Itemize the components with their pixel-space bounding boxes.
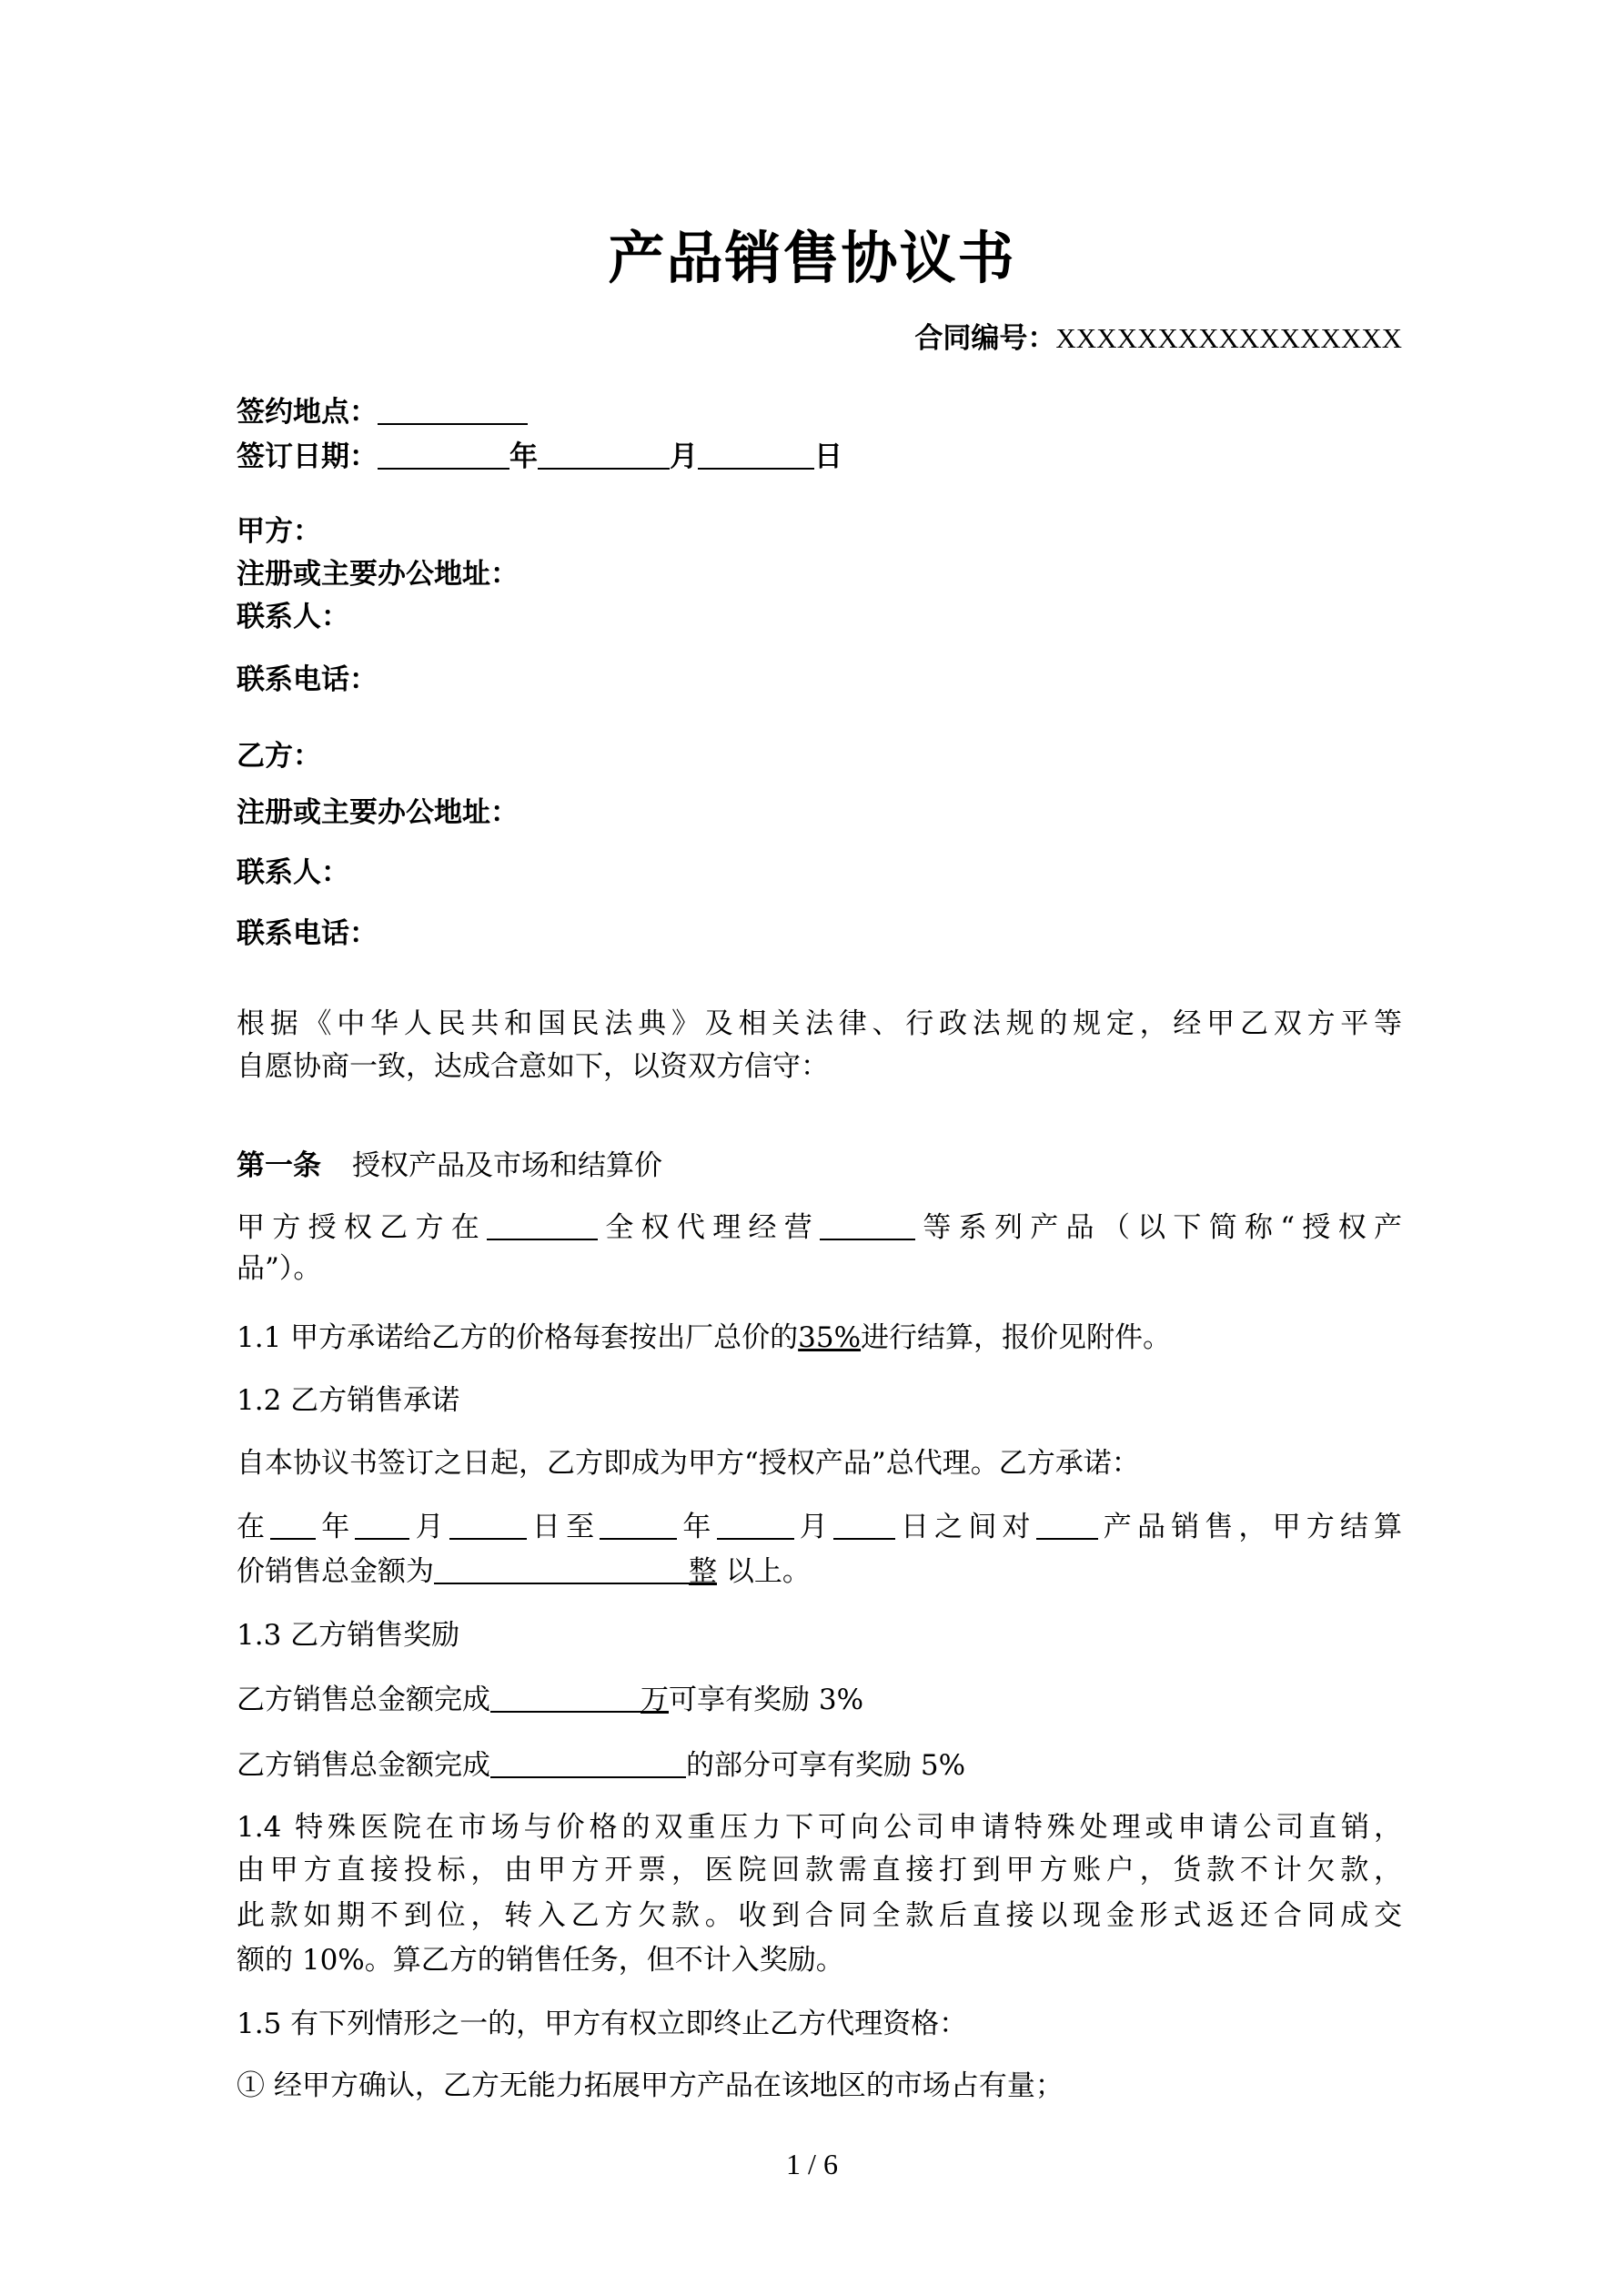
section-1-5: 1.5 有下列情形之一的，甲方有权立即终止乙方代理资格：	[237, 2008, 968, 2040]
blank	[270, 1511, 316, 1540]
party-b-address: 注册或主要办公地址：	[237, 796, 519, 829]
text: 在	[237, 1511, 271, 1543]
text: 产品销售，甲方结算	[1097, 1511, 1403, 1543]
text: 月	[409, 1511, 449, 1543]
blank	[449, 1511, 527, 1540]
document-title: 产品销售协议书	[608, 225, 1016, 291]
settlement-percent: 35%	[798, 1321, 862, 1354]
sales-period-line-2	[237, 1553, 1402, 1590]
article-number: 第一条	[237, 1149, 321, 1182]
text: 日之间对	[894, 1511, 1036, 1543]
text: 乙方销售总金额完成	[237, 1684, 490, 1716]
blank	[600, 1511, 677, 1540]
text: 日至	[526, 1511, 600, 1543]
article-title: 授权产品及市场和结算价	[352, 1149, 662, 1182]
blank	[833, 1511, 895, 1540]
text: 月	[793, 1511, 833, 1543]
preamble-line-2: 自愿协商一致，达成合意如下，以资双方信守：	[237, 1050, 829, 1083]
sign-place	[237, 394, 1402, 430]
text: 整	[689, 1555, 717, 1588]
text: 甲方授权乙方在	[237, 1211, 488, 1244]
section-1-4-line-2: 由甲方直接投标，由甲方开票，医院回款需直接打到甲方账户，货款不计欠款，	[237, 1854, 1402, 1886]
sign-place-blank	[378, 396, 528, 425]
blank	[1036, 1511, 1098, 1540]
year-blank	[378, 440, 509, 470]
amount-blank	[490, 1684, 641, 1713]
party-b-name: 乙方：	[237, 740, 321, 773]
day-label: 日	[814, 440, 842, 473]
month-blank	[538, 440, 670, 470]
text: 年	[677, 1511, 717, 1543]
sign-date-label: 签订日期：	[237, 440, 378, 473]
section-1-4-line-1: 1.4 特殊医院在市场与价格的双重压力下可向公司申请特殊处理或申请公司直销，	[237, 1811, 1402, 1844]
text: 可享有奖励 3%	[669, 1684, 864, 1716]
party-a-name: 甲方：	[237, 515, 321, 548]
day-blank	[698, 440, 814, 470]
text: 1.1 甲方承诺给乙方的价格每套按出厂总价的	[237, 1321, 799, 1354]
party-a-contact: 联系人：	[237, 601, 349, 633]
sales-period-line-1	[237, 1509, 1402, 1545]
text: 年	[316, 1511, 356, 1543]
blank	[355, 1511, 409, 1540]
section-1-2-text: 自本协议书签订之日起，乙方即成为甲方“授权产品”总代理。乙方承诺：	[237, 1447, 1140, 1480]
text: 的部分可享有奖励 5%	[686, 1749, 966, 1782]
sign-date	[237, 439, 1402, 475]
product-blank	[820, 1211, 915, 1240]
text: 价销售总金额为	[237, 1555, 434, 1588]
text: 等系列产品（以下简称“授权产	[915, 1211, 1403, 1244]
sign-place-label: 签约地点：	[237, 396, 378, 429]
contract-number	[237, 320, 1402, 357]
section-1-2-heading: 1.2 乙方销售承诺	[237, 1384, 460, 1417]
section-1-4-line-3: 此款如期不到位，转入乙方欠款。收到合同全款后直接以现金形式返还合同成交	[237, 1899, 1402, 1932]
page-number: 1 / 6	[786, 2148, 838, 2180]
authorization-line-2: 品”）。	[237, 1252, 322, 1285]
termination-item-1: ① 经甲方确认，乙方无能力拓展甲方产品在该地区的市场占有量；	[237, 2069, 1064, 2102]
party-b-phone: 联系电话：	[237, 917, 378, 950]
text: 全权代理经营	[598, 1211, 821, 1244]
party-b-contact: 联系人：	[237, 856, 349, 889]
month-label: 月	[670, 440, 698, 473]
reward-line-2	[237, 1747, 1402, 1784]
party-a-phone: 联系电话：	[237, 663, 378, 696]
contract-number-value: XXXXXXXXXXXXXXXXX	[1055, 322, 1402, 354]
party-a-address: 注册或主要办公地址：	[237, 558, 519, 591]
text: 乙方销售总金额完成	[237, 1749, 490, 1782]
text: 以上。	[717, 1555, 811, 1588]
article-1-heading	[237, 1148, 1402, 1184]
region-blank	[487, 1211, 598, 1240]
text: 进行结算，报价见附件。	[861, 1321, 1172, 1354]
amount-blank	[490, 1749, 686, 1778]
section-1-1	[237, 1320, 1402, 1356]
contract-number-label: 合同编号：	[914, 322, 1056, 355]
year-label: 年	[509, 440, 538, 473]
section-1-3-heading: 1.3 乙方销售奖励	[237, 1619, 460, 1652]
amount-blank	[434, 1555, 689, 1584]
blank	[717, 1511, 794, 1540]
section-1-4-line-4: 额的 10%。算乙方的销售任务，但不计入奖励。	[237, 1944, 844, 1977]
reward-line-1	[237, 1682, 1402, 1718]
preamble-line-1: 根据《中华人民共和国民法典》及相关法律、行政法规的规定，经甲乙双方平等	[237, 1007, 1402, 1040]
text: 万	[641, 1684, 669, 1716]
authorization-line-1	[237, 1209, 1402, 1246]
